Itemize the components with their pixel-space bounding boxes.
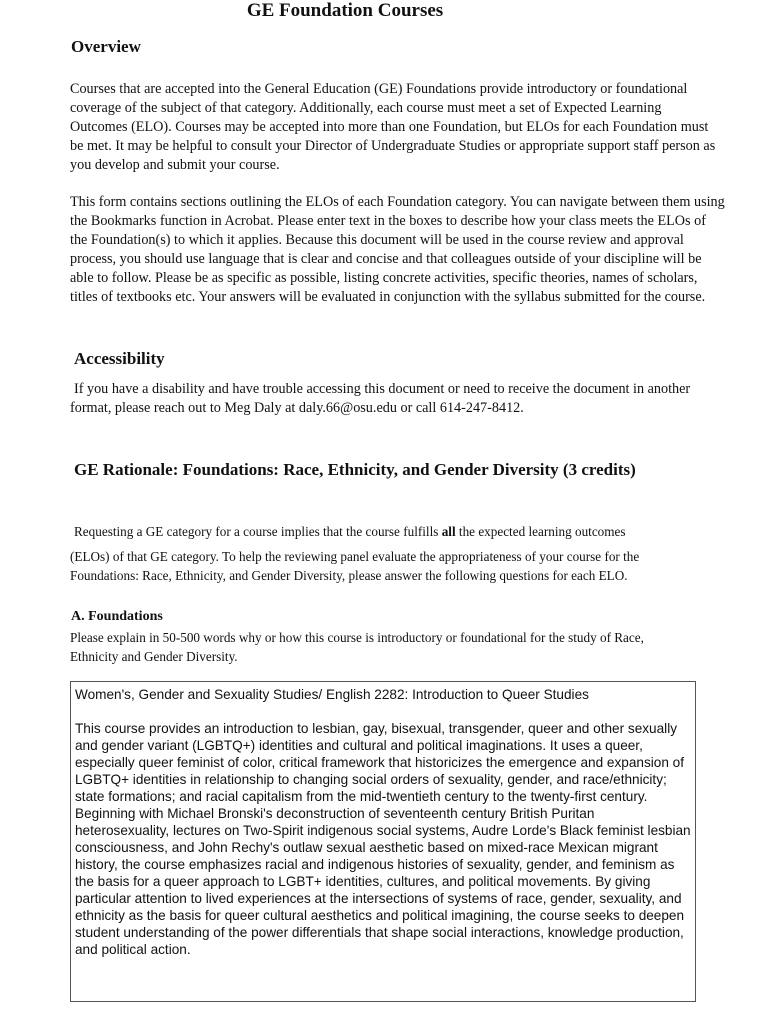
section-a-prompt: Please explain in 50-500 words why or how this course is introductory or foundational for the study of Race, Ethnicity and Gender Diversity. — [70, 630, 644, 664]
overview-heading: Overview — [71, 37, 141, 56]
overview-paragraph-1: Courses that are accepted into the General Education (GE) Foundations provide introductory or foundational coverage of the subject of that category. Additionally, each course must meet a set of Expected Learning Outcomes (ELO). Courses may be accepted into more than one Foundation, but ELOs for each Foundation must be met. It may be helpful to consult your Director of Undergraduate Studies or appropriate support staff person as you develop and submit your course. — [70, 81, 716, 173]
rationale-intro-bold: all — [441, 524, 456, 539]
answer-course-title: Women's, Gender and Sexuality Studies/ English 2282: Introduction to Queer Studies — [75, 687, 589, 702]
rationale-intro-line1 — [74, 522, 734, 541]
answer-course-description: This course provides an introduction to lesbian, gay, bisexual, transgender, queer and other sexually and gender variant (LGBTQ+) identities and cultural and political imaginations. It uses a queer, especially queer feminist of color, critical framework that historicizes the emergence and expansion of LGBTQ+ identities in relationship to changing social orders of sexuality, gender, and race/ethnicity; state formations; and racial capitalism from the mid-twentieth century to the twenty-first century. Beginning with Michael Bronski's deconstruction of seventeenth century British Puritan heterosexuality, lectures on Two-Spirit indigenous social systems, Audre Lorde's Black feminist lesbian consciousness, and John Rechy's outlaw sexual aesthetic based on mixed-race Mexican migrant history, the course emphasizes racial and indigenous histories of sexuality, gender, and feminism as the basis for a queer approach to LGBT+ identities, cultures, and political movements. By giving particular attention to lived experiences at the intersections of systems of race, gender, sexuality, and ethnicity as the basis for queer cultural aesthetics and political imagining, the course seeks to deepen student understanding of the power differentials that shape social interactions, knowledge production, and political action. — [75, 721, 691, 957]
accessibility-heading: Accessibility — [74, 349, 165, 368]
overview-paragraph-2: This form contains sections outlining the ELOs of each Foundation category. You can navigate between them using the Bookmarks function in Acrobat. Please enter text in the boxes to describe how your class meets the ELOs of the Foundation(s) to which it applies. Because this document will be used in the course review and approval process, you should use language that is clear and concise and that colleagues outside of your discipline will be able to follow. Please be as specific as possible, listing concrete activities, specific theories, names of scholars, titles of textbooks etc. Your answers will be evaluated in conjunction with the syllabus submitted for the course. — [70, 194, 725, 305]
section-a-heading: A. Foundations — [71, 609, 163, 624]
rationale-heading: GE Rationale: Foundations: Race, Ethnicity, and Gender Diversity (3 credits) — [74, 460, 636, 479]
rationale-intro-text: Requesting a GE category for a course implies that the course fulfills — [74, 524, 442, 539]
accessibility-body: If you have a disability and have trouble accessing this document or need to receive the document in another format, please reach out to Meg Daly at daly.66@osu.edu or call 614-247-8412. — [70, 381, 691, 416]
rationale-intro-line2: (ELOs) of that GE category. To help the reviewing panel evaluate the appropriateness of your course for the Foundations: Race, Ethnicity, and Gender Diversity, please answer the following questions for each ELO. — [70, 549, 640, 583]
rationale-intro-text-end: the expected learning outcomes — [455, 524, 626, 539]
section-a-answer-field[interactable] — [70, 681, 696, 1002]
page-title: GE Foundation Courses — [246, 0, 444, 21]
